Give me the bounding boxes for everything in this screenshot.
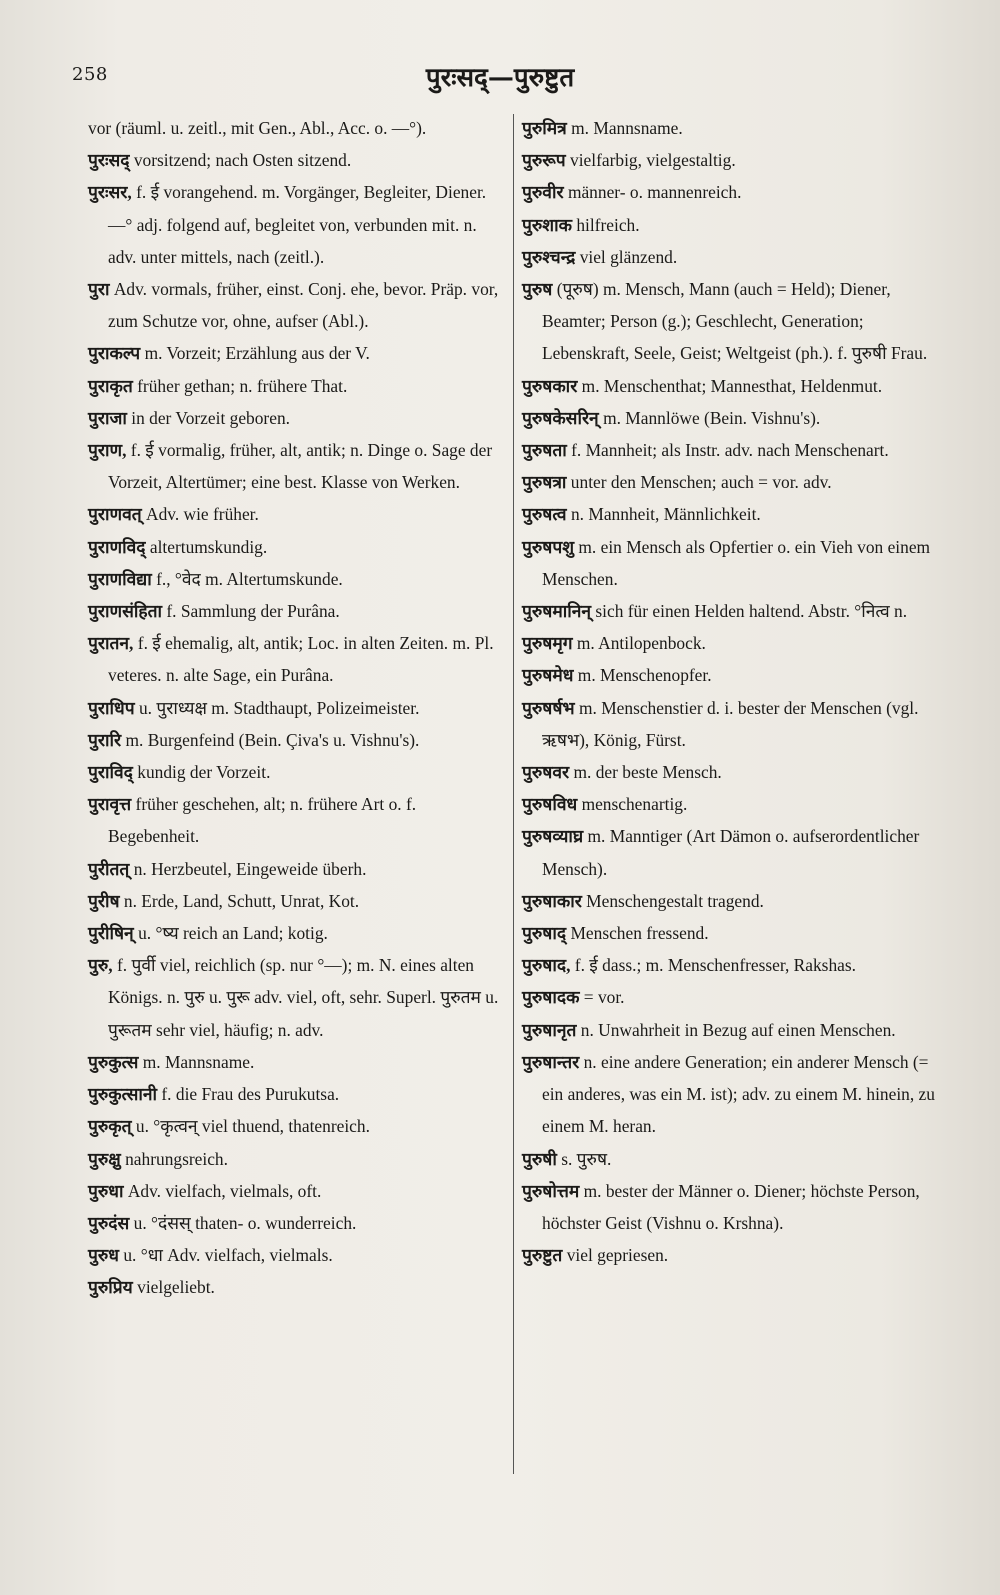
entry-headword: पुरुषानृत: [522, 1019, 577, 1040]
entry-definition: f. पुर्वी viel, reichlich (sp. nur °—); m. N. eines alten Königs. n. पुरु u. पुरू adv. viel, oft, sehr. Superl. पुरुतम u. पुरूतम sehr viel, häufig; n. adv.: [108, 955, 503, 1040]
entry-headword: पुरुषता: [522, 440, 567, 461]
entry-definition: u. पुराध्यक्ष m. Stadthaupt, Polizeimeister.: [138, 697, 420, 718]
entry-headword: पुराकृत: [88, 375, 133, 396]
entry-headword: पुरुध: [88, 1245, 119, 1266]
dictionary-entry: [88, 1110, 506, 1142]
dictionary-entry: [88, 1046, 506, 1078]
dictionary-entry: [522, 917, 942, 949]
entry-headword: पुरुषकेसरिन्: [522, 407, 599, 428]
entry-headword: पुरातन,: [88, 633, 134, 654]
dictionary-entry: [522, 112, 942, 144]
entry-definition: m. Manntiger (Art Dämon o. aufserordentlicher Mensch).: [542, 826, 924, 879]
entry-headword: पुरीष: [88, 890, 120, 911]
entry-headword: पुरःसद्: [88, 150, 130, 171]
entry-headword: पुरुषर्षभ: [522, 697, 575, 718]
dictionary-entry: [88, 1239, 506, 1271]
entry-headword: पुरुष: [522, 279, 553, 300]
dictionary-entry: [88, 144, 506, 176]
dictionary-entry: [88, 370, 506, 402]
entry-headword: पुरुकुत्स: [88, 1051, 139, 1072]
dictionary-entry: [522, 1046, 942, 1143]
entry-definition: n. Mannheit, Männlichkeit.: [570, 504, 761, 525]
entry-definition: n. Erde, Land, Schutt, Unrat, Kot.: [123, 890, 360, 911]
entry-definition: u. °दंसस् thaten- o. wunderreich.: [133, 1212, 357, 1233]
entry-headword: पुराणसंहिता: [88, 601, 162, 622]
page-number: 258: [72, 64, 108, 85]
dictionary-entry: [522, 402, 942, 434]
entry-headword: पुरुवीर: [522, 182, 564, 203]
entry-definition: (पूरुष) m. Mensch, Mann (auch = Held); Diener, Beamter; Person (g.); Geschlecht, Generation; Lebenskraft, Seele, Geist; Weltgeist (ph.). f. पुरुषी Frau.: [542, 279, 928, 364]
entry-headword: पुरुषमृग: [522, 633, 573, 654]
entry-headword: पुराधिप: [88, 697, 135, 718]
dictionary-entry: [88, 1078, 506, 1110]
entry-headword: पुरा: [88, 279, 110, 300]
entry-headword: पुरुषपशु: [522, 536, 575, 557]
entry-definition: hilfreich.: [576, 214, 640, 235]
dictionary-entry: [522, 659, 942, 691]
dictionary-entry: [522, 1014, 942, 1046]
dictionary-entry: [522, 627, 942, 659]
entry-headword: पुराकल्प: [88, 343, 141, 364]
entry-headword: पुरुषादक: [522, 987, 580, 1008]
entry-headword: पुरुषाद्: [522, 923, 567, 944]
entry-definition: Menschen fressend.: [570, 923, 709, 944]
dictionary-entry: [522, 466, 942, 498]
dictionary-entry: [88, 273, 506, 337]
entry-headword: पुराणविद्या: [88, 568, 152, 589]
dictionary-entry: [88, 1175, 506, 1207]
entry-definition: f. ई vorangehend. m. Vorgänger, Begleiter, Diener. —° adj. folgend auf, begleitet von, verbunden mit. n. adv. unter mittels, nach (zeitl.).: [108, 182, 491, 267]
dictionary-entry: [88, 917, 506, 949]
entry-definition: m. Mannlöwe (Bein. Vishnu's).: [603, 407, 821, 428]
entry-headword: पुरुषमेध: [522, 665, 574, 686]
entry-headword: पुरुदंस: [88, 1212, 130, 1233]
dictionary-entry: [522, 531, 942, 595]
dictionary-entry: [88, 531, 506, 563]
entry-headword: पुरुषत्रा: [522, 472, 567, 493]
column-divider: [513, 114, 514, 1474]
dictionary-entry: [522, 176, 942, 208]
entry-definition: früher gethan; n. frühere That.: [137, 375, 348, 396]
entry-headword: पुराणविद्: [88, 536, 146, 557]
dictionary-entry: [88, 1207, 506, 1239]
dictionary-entry: [522, 1175, 942, 1239]
entry-definition: m. Mannsname.: [142, 1051, 255, 1072]
dictionary-entry: [522, 434, 942, 466]
entry-headword: पुराणवत्: [88, 504, 142, 525]
dictionary-entry: [522, 209, 942, 241]
entry-definition: f. ई vormalig, früher, alt, antik; n. Dinge o. Sage der Vorzeit, Altertümer; eine best. Klasse von Werken.: [108, 440, 497, 493]
entry-definition: s. पुरुष.: [561, 1148, 612, 1169]
entry-definition: f. Mannheit; als Instr. adv. nach Menschenart.: [571, 440, 889, 461]
dictionary-entry: [522, 885, 942, 917]
entry-headword: पुराविद्: [88, 762, 133, 783]
entry-definition: n. Unwahrheit in Bezug auf einen Menschen.: [580, 1019, 896, 1040]
entry-definition: vorsitzend; nach Osten sitzend.: [133, 150, 352, 171]
dictionary-entry: [88, 112, 506, 144]
entry-headword: पुरुषमानिन्: [522, 601, 592, 622]
entry-definition: menschenartig.: [581, 794, 688, 815]
entry-definition: f. ई dass.; m. Menschenfresser, Rakshas.: [574, 955, 856, 976]
entry-definition: früher geschehen, alt; n. frühere Art o. f. Begebenheit.: [108, 794, 421, 847]
entry-headword: पुरुषान्तर: [522, 1051, 580, 1072]
entry-definition: vielfarbig, vielgestaltig.: [570, 150, 736, 171]
entry-definition: f., °वेद m. Altertumskunde.: [156, 568, 343, 589]
entry-definition: Adv. wie früher.: [146, 504, 259, 525]
entry-headword: पुरुशाक: [522, 214, 572, 235]
entry-headword: पुराजा: [88, 407, 127, 428]
entry-headword: पुरुषाकार: [522, 890, 582, 911]
dictionary-entry: [88, 1271, 506, 1303]
dictionary-entry: [522, 1143, 942, 1175]
dictionary-entry: [88, 337, 506, 369]
dictionary-entry: [88, 788, 506, 852]
entry-definition: Menschengestalt tragend.: [586, 890, 764, 911]
running-head: [0, 58, 1000, 94]
entry-definition: f. die Frau des Purukutsa.: [161, 1084, 340, 1105]
dictionary-entry: [88, 853, 506, 885]
entry-definition: m. der beste Mensch.: [573, 762, 722, 783]
dictionary-entry: [522, 820, 942, 884]
entry-definition: m. Vorzeit; Erzählung aus der V.: [144, 343, 370, 364]
left-column: [88, 112, 506, 1304]
dictionary-entry: [522, 788, 942, 820]
entry-definition: in der Vorzeit geboren.: [131, 407, 290, 428]
entry-definition: nahrungsreich.: [125, 1148, 228, 1169]
entry-definition: m. Mannsname.: [571, 118, 683, 138]
entry-definition: vor (räuml. u. zeitl., mit Gen., Abl., Acc. o. —°).: [88, 118, 427, 138]
dictionary-entry: [88, 563, 506, 595]
dictionary-entry: [88, 885, 506, 917]
entry-definition: viel gepriesen.: [566, 1245, 669, 1266]
dictionary-entry: [88, 724, 506, 756]
dictionary-entry: [522, 1239, 942, 1271]
entry-headword: पुरुषाद,: [522, 955, 571, 976]
entry-headword: पुरुषी: [522, 1148, 557, 1169]
dictionary-entry: [88, 434, 506, 498]
right-column: [522, 112, 942, 1271]
entry-headword: पुरुषोत्तम: [522, 1180, 580, 1201]
entry-definition: m. Antilopenbock.: [576, 633, 706, 654]
entry-headword: पुरुषविध: [522, 794, 578, 815]
dictionary-entry: [522, 949, 942, 981]
entry-headword: पुरुषकार: [522, 375, 578, 396]
entry-definition: n. Herzbeutel, Eingeweide überh.: [133, 858, 367, 879]
entry-definition: unter den Menschen; auch = vor. adv.: [570, 472, 832, 493]
dictionary-entry: [522, 273, 942, 370]
entry-headword: पुरुरूप: [522, 150, 566, 171]
entry-definition: n. eine andere Generation; ein anderer Mensch (= ein anderes, was ein M. ist); adv. zu einem M. hinein, zu einem M. heran.: [542, 1051, 940, 1137]
dictionary-entry: [88, 949, 506, 1046]
entry-headword: पुरारि: [88, 729, 122, 750]
entry-headword: पुरुषत्व: [522, 504, 567, 525]
entry-definition: u. °ष्य reich an Land; kotig.: [138, 923, 328, 944]
entry-definition: sich für einen Helden haltend. Abstr. °नित्व n.: [595, 601, 908, 622]
entry-headword: पुरुमित्र: [522, 118, 567, 138]
entry-headword: पुरःसर,: [88, 182, 132, 203]
entry-definition: f. Sammlung der Purâna.: [166, 601, 340, 622]
dictionary-entry: [522, 595, 942, 627]
dictionary-entry: [88, 595, 506, 627]
entry-definition: vielgeliebt.: [137, 1277, 215, 1298]
entry-definition: altertumskundig.: [149, 536, 268, 557]
entry-headword: पुरुश्चन्द्र: [522, 246, 576, 267]
entry-headword: पुरुकृत्: [88, 1116, 132, 1137]
entry-definition: m. Menschenthat; Mannesthat, Heldenmut.: [581, 375, 883, 396]
dictionary-entry: [522, 370, 942, 402]
entry-headword: पुरुकुत्सानी: [88, 1084, 158, 1105]
dictionary-entry: [88, 1143, 506, 1175]
entry-headword: पुरुषवर: [522, 762, 570, 783]
entry-headword: पुरुषव्याघ्र: [522, 826, 584, 847]
entry-definition: u. °कृत्वन् viel thuend, thatenreich.: [135, 1116, 370, 1137]
entry-definition: u. °धा Adv. vielfach, vielmals.: [123, 1245, 333, 1266]
dictionary-entry: [88, 627, 506, 691]
dictionary-entry: [522, 981, 942, 1013]
entry-definition: männer- o. mannenreich.: [567, 182, 742, 203]
dictionary-entry: [88, 176, 506, 273]
entry-headword: पुरावृत्त: [88, 794, 132, 815]
entry-headword: पुरीतत्: [88, 858, 130, 879]
entry-definition: m. Menschenstier d. i. bester der Menschen (vgl. ऋषभ), König, Fürst.: [542, 697, 923, 750]
entry-definition: kundig der Vorzeit.: [137, 762, 271, 783]
entry-headword: पुरु,: [88, 955, 113, 976]
entry-headword: पुरुधा: [88, 1180, 124, 1201]
entry-headword: पुरुक्षु: [88, 1148, 121, 1169]
dictionary-entry: [88, 756, 506, 788]
entry-definition: m. Menschenopfer.: [577, 665, 712, 686]
dictionary-entry: [522, 241, 942, 273]
dictionary-entry: [88, 402, 506, 434]
entry-definition: f. ई ehemalig, alt, antik; Loc. in alten Zeiten. m. Pl. veteres. n. alte Sage, ein Purâna.: [108, 633, 498, 686]
entry-headword: पुराण,: [88, 440, 127, 461]
dictionary-entry: [522, 756, 942, 788]
dictionary-entry: [88, 498, 506, 530]
entry-definition: Adv. vormals, früher, einst. Conj. ehe, bevor. Präp. vor, zum Schutze vor, ohne, aufser (Abl.).: [108, 279, 503, 332]
entry-definition: viel glänzend.: [579, 246, 678, 267]
entry-headword: पुरीषिन्: [88, 923, 134, 944]
entry-definition: Adv. vielfach, vielmals, oft.: [127, 1180, 322, 1201]
entry-definition: m. bester der Männer o. Diener; höchste Person, höchster Geist (Vishnu o. Krshna).: [542, 1180, 925, 1233]
entry-headword: पुरुप्रिय: [88, 1277, 133, 1298]
dictionary-entry: [522, 144, 942, 176]
entry-definition: m. ein Mensch als Opfertier o. ein Vieh von einem Menschen.: [542, 536, 935, 589]
entry-definition: = vor.: [583, 987, 625, 1008]
entry-definition: m. Burgenfeind (Bein. Çiva's u. Vishnu's).: [125, 729, 420, 750]
entry-headword: पुरुष्टुत: [522, 1245, 563, 1266]
dictionary-entry: [522, 498, 942, 530]
dictionary-entry: [522, 692, 942, 756]
running-title: पुरःसद्—पुरुष्टुत: [425, 63, 575, 93]
dictionary-entry: [88, 692, 506, 724]
